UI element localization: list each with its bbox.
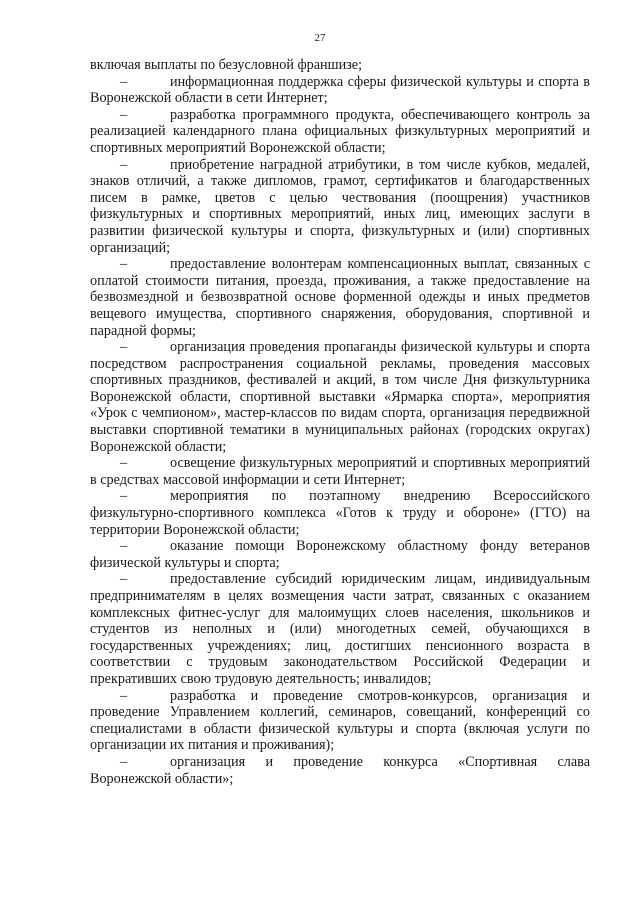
dash-marker: – <box>120 488 128 505</box>
list-item <box>90 688 590 754</box>
dash-marker: – <box>120 687 128 704</box>
paragraph-text: разработка и проведение смотров-конкурсов, организация и проведение Управлением коллегий, семинаров, совещаний, конференций со специалистами в области физической культуры и спорта (включая услуги по организации их питания и проживания); <box>90 687 590 754</box>
dash-marker: – <box>120 538 128 555</box>
paragraph-text: включая выплаты по безусловной франшизе; <box>90 57 363 73</box>
dash-marker: – <box>120 156 128 173</box>
paragraph-text: освещение физкультурных мероприятий и спортивных мероприятий в средствах массовой информации и сети Интернет; <box>90 455 590 488</box>
paragraph-text: организация и проведение конкурса «Спортивная слава Воронежской области»; <box>90 753 590 787</box>
paragraph-continuation <box>90 57 590 74</box>
list-item <box>90 538 590 571</box>
dash-marker: – <box>120 455 128 472</box>
list-item <box>90 339 590 455</box>
dash-marker: – <box>120 106 128 123</box>
dash-marker: – <box>120 256 128 273</box>
list-item <box>90 455 590 488</box>
dash-marker: – <box>120 339 128 356</box>
paragraph-text: разработка программного продукта, обеспечивающего контроль за реализацией календарного плана официальных физкультурных мероприятий и спортивных мероприятий Воронежской области; <box>90 106 590 156</box>
paragraph-text: мероприятия по поэтапному внедрению Всероссийского физкультурно-спортивного комплекса «Готов к труду и обороне» (ГТО) на территории Воронежской области; <box>90 488 590 538</box>
paragraph-text: приобретение наградной атрибутики, в том числе кубков, медалей, знаков отличий, а также дипломов, грамот, сертификатов и благодарственных писем в рамке, цветов с целью чествования (поощрения) участников физкультурных и спортивных мероприятий, иных лиц, имеющих заслуги в развитии физической культуры и спорта, физкультурных и (или) спортивных организаций; <box>90 156 590 256</box>
dash-marker: – <box>120 73 128 90</box>
dash-marker: – <box>120 753 128 770</box>
list-item <box>90 157 590 257</box>
list-item <box>90 571 590 687</box>
paragraph-text: организация проведения пропаганды физической культуры и спорта посредством распространения социальной рекламы, проведения массовых спортивных праздников, фестивалей и акций, в том числе Дня физкультурника Воронежской области, спортивной выставки «Ярмарка спорта», мероприятия «Урок с чемпионом», мастер-классов по видам спорта, организация передвижной выставки спортивной тематики в муниципальных районах (городских округах) Воронежской области; <box>90 339 590 455</box>
page-number: 27 <box>314 32 326 44</box>
paragraph-text: предоставление субсидий юридическим лицам, индивидуальным предпринимателям в целях возмещения части затрат, связанных с оказанием комплексных фитнес-услуг для малоимущих слоев населения, школьников и студентов из неполных и (или) многодетных семей, обучающихся в государственных учреждениях; лиц, достигших пенсионного возраста в соответствии с трудовым законодательством Российской Федерации и прекративших свою трудовую деятельность; инвалидов; <box>90 571 590 687</box>
body-text <box>90 57 590 787</box>
paragraph-text: информационная поддержка сферы физической культуры и спорта в Воронежской области в сети Интернет; <box>90 73 590 107</box>
list-item <box>90 107 590 157</box>
paragraph-text: предоставление волонтерам компенсационных выплат, связанных с оплатой стоимости питания, проезда, проживания, а также предоставление на безвозмездной и безвозвратной основе форменной одежды и иных предметов вещевого имущества, спортивного снаряжения, оборудования, спортивной и парадной формы; <box>90 256 590 339</box>
list-item <box>90 488 590 538</box>
list-item <box>90 256 590 339</box>
list-item <box>90 754 590 787</box>
list-item <box>90 74 590 107</box>
dash-marker: – <box>120 571 128 588</box>
paragraph-text: оказание помощи Воронежскому областному фонду ветеранов физической культуры и спорта; <box>90 538 590 571</box>
